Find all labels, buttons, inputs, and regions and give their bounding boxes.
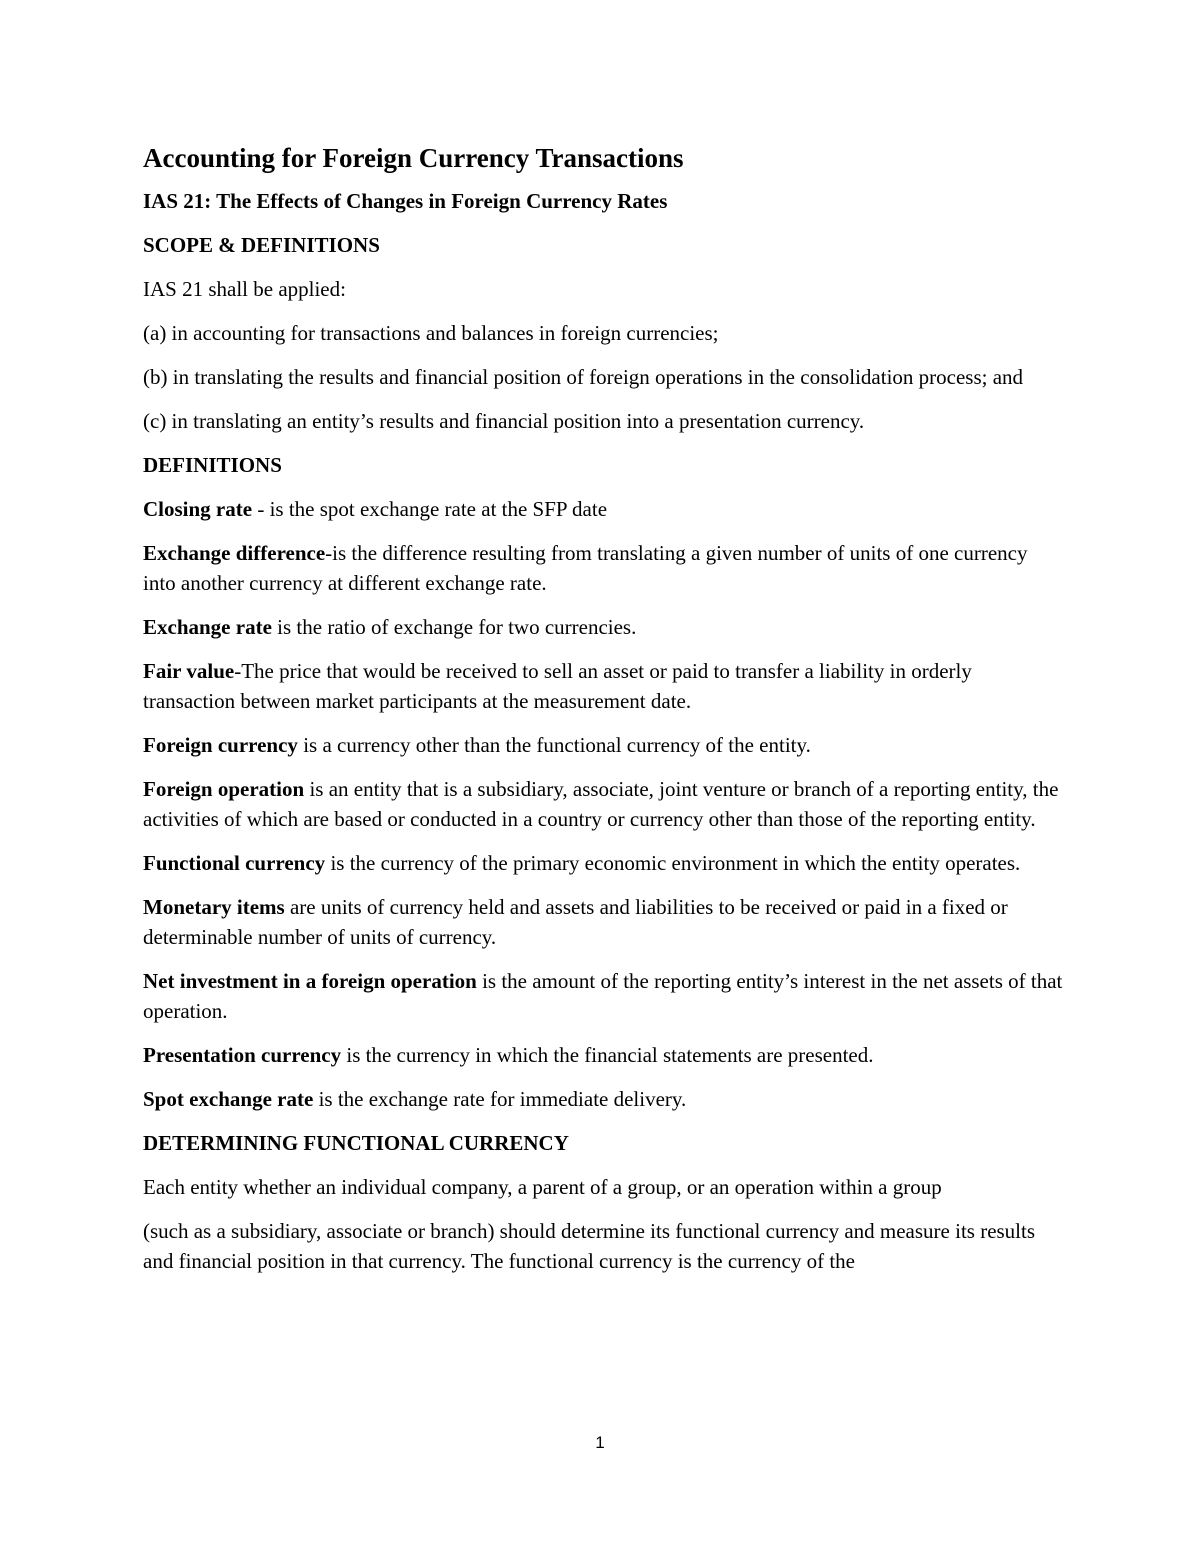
definition-term: Foreign currency bbox=[143, 733, 298, 757]
definition-term: Foreign operation bbox=[143, 777, 305, 801]
document-body bbox=[143, 140, 1063, 1290]
scope-intro: IAS 21 shall be applied: bbox=[143, 277, 346, 301]
functional-paragraph-2: (such as a subsidiary, associate or branch) should determine its functional currency and measure its results and financial position in that currency. The functional currency is the currency of the bbox=[143, 1219, 1036, 1273]
definition-text: -The price that would be received to sell an asset or paid to transfer a liability in orderly transaction between market participants at the measurement date. bbox=[143, 659, 972, 713]
definition-text: is the exchange rate for immediate delivery. bbox=[313, 1087, 687, 1111]
definition-term: Exchange rate bbox=[143, 615, 272, 639]
definition-spot-exchange-rate bbox=[143, 1084, 1063, 1114]
definition-exchange-rate bbox=[143, 612, 1063, 642]
definition-text: - is the spot exchange rate at the SFP date bbox=[252, 497, 608, 521]
definition-term: Spot exchange rate bbox=[143, 1087, 314, 1111]
definition-term: Net investment in a foreign operation bbox=[143, 969, 477, 993]
definition-term: Fair value bbox=[143, 659, 235, 683]
definition-term: Monetary items bbox=[143, 895, 285, 919]
definition-presentation-currency bbox=[143, 1040, 1063, 1070]
section-heading-definitions: DEFINITIONS bbox=[143, 453, 282, 477]
document-title: Accounting for Foreign Currency Transactions bbox=[143, 143, 684, 173]
definition-exchange-difference bbox=[143, 538, 1063, 598]
document-subtitle: IAS 21: The Effects of Changes in Foreign Currency Rates bbox=[143, 189, 668, 213]
definition-term: Presentation currency bbox=[143, 1043, 342, 1067]
definition-text: is the currency in which the financial statements are presented. bbox=[341, 1043, 874, 1067]
definition-closing-rate bbox=[143, 494, 1063, 524]
definition-net-investment bbox=[143, 966, 1063, 1026]
definition-text: are units of currency held and assets and liabilities to be received or paid in a fixed or determinable number of units of currency. bbox=[143, 895, 1008, 949]
definition-text: is the amount of the reporting entity’s interest in the net assets of that operation. bbox=[143, 969, 1063, 1023]
functional-paragraph-1: Each entity whether an individual company, a parent of a group, or an operation within a group bbox=[143, 1175, 942, 1199]
definition-term: Functional currency bbox=[143, 851, 326, 875]
definition-foreign-currency bbox=[143, 730, 1063, 760]
scope-item-b: (b) in translating the results and financial position of foreign operations in the consolidation process; and bbox=[143, 365, 1024, 389]
definition-text: is a currency other than the functional currency of the entity. bbox=[297, 733, 811, 757]
definition-text: is the ratio of exchange for two currencies. bbox=[271, 615, 637, 639]
scope-item-c: (c) in translating an entity’s results and financial position into a presentation currency. bbox=[143, 409, 865, 433]
section-heading-functional-currency: DETERMINING FUNCTIONAL CURRENCY bbox=[143, 1131, 569, 1155]
definition-functional-currency bbox=[143, 848, 1063, 878]
definition-text: -is the difference resulting from translating a given number of units of one currency into another currency at different exchange rate. bbox=[143, 541, 1028, 595]
definition-text: is an entity that is a subsidiary, associate, joint venture or branch of a reporting entity, the activities of which are based or conducted in a country or currency other than those of the reporting entity. bbox=[143, 777, 1059, 831]
definition-term: Closing rate bbox=[143, 497, 253, 521]
page-number: 1 bbox=[595, 1433, 605, 1452]
scope-item-a: (a) in accounting for transactions and balances in foreign currencies; bbox=[143, 321, 719, 345]
definition-text: is the currency of the primary economic environment in which the entity operates. bbox=[325, 851, 1021, 875]
definition-monetary-items bbox=[143, 892, 1063, 952]
definition-fair-value bbox=[143, 656, 1063, 716]
definition-term: Exchange difference bbox=[143, 541, 326, 565]
section-heading-scope: SCOPE & DEFINITIONS bbox=[143, 233, 380, 257]
definition-foreign-operation bbox=[143, 774, 1063, 834]
